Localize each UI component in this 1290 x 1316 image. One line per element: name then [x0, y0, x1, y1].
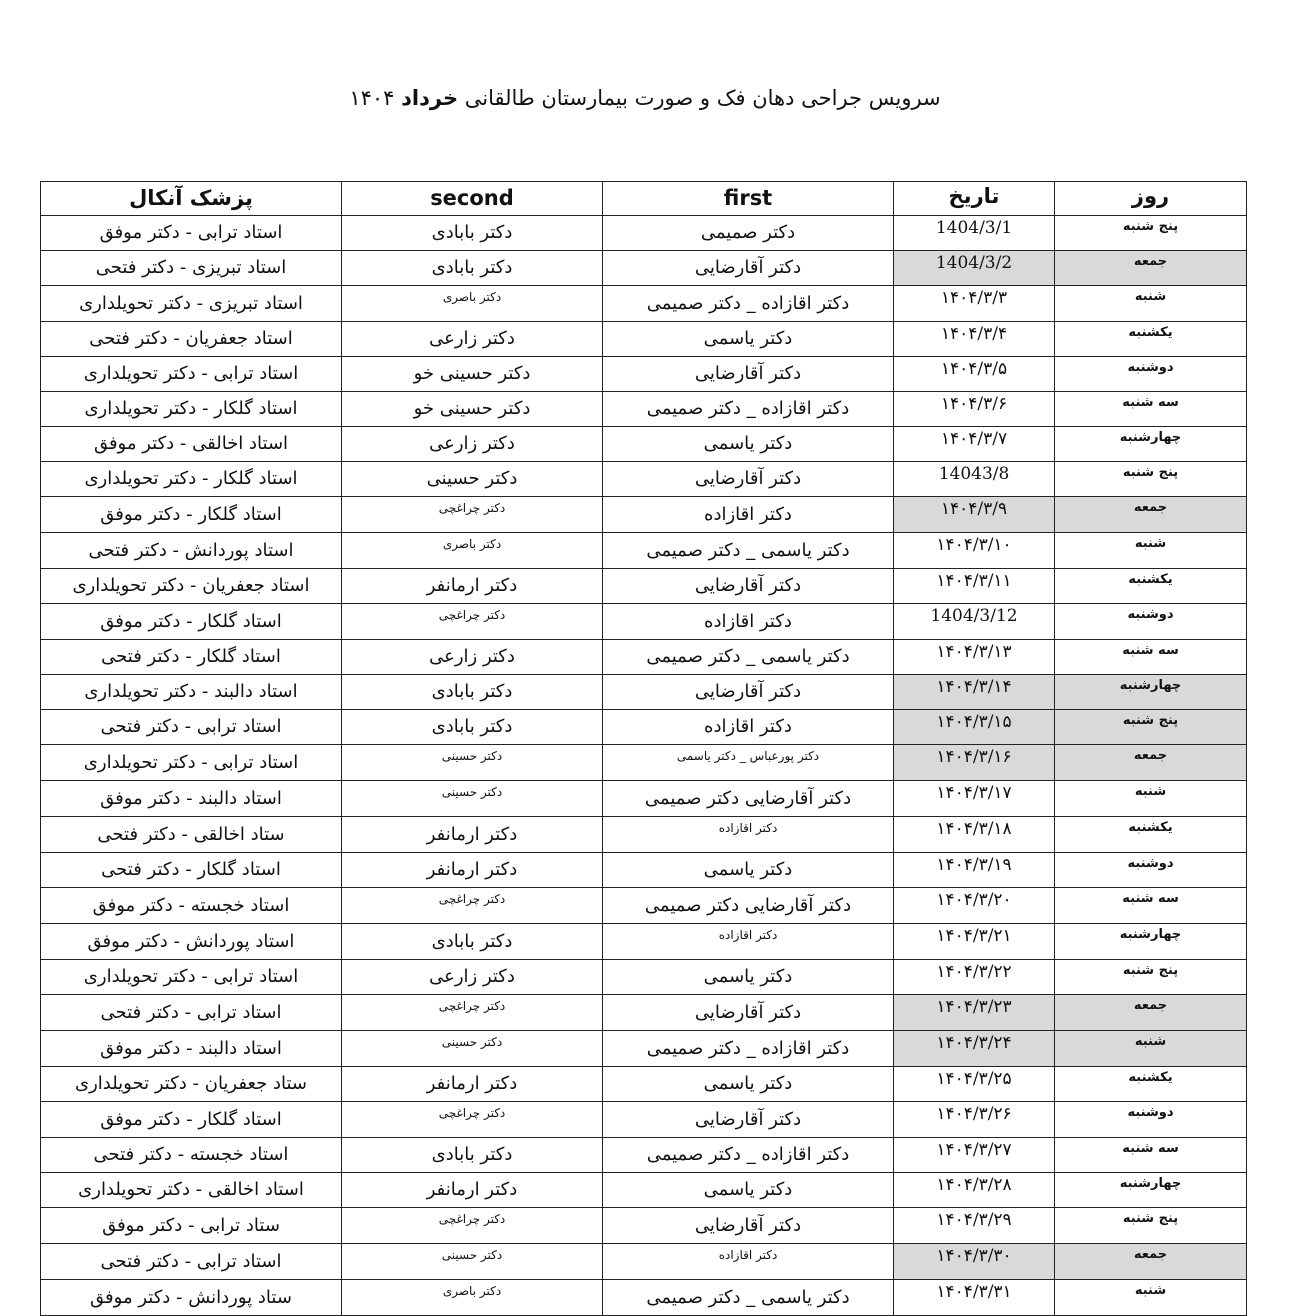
- second-cell: دکتر ارمانفر: [342, 1173, 603, 1208]
- day-cell: جمعه: [1055, 995, 1247, 1031]
- first-cell: دکتر یاسمی: [603, 1067, 894, 1102]
- day-cell: جمعه: [1055, 251, 1247, 286]
- attending-cell: ستاد ترابی - دکتر موفق: [41, 1208, 342, 1244]
- first-cell: دکتر صمیمی: [603, 216, 894, 251]
- first-cell: دکتر آقارضایی دکتر صمیمی: [603, 781, 894, 817]
- first-cell: دکتر یاسمی _ دکتر صمیمی: [603, 640, 894, 675]
- table-row: [41, 1280, 1247, 1316]
- date-cell: ۱۴۰۴/۳/۱۹: [894, 853, 1055, 888]
- attending-cell: استاد جعفریان - دکتر تحویلداری: [41, 569, 342, 604]
- second-cell: دکتر حسینی: [342, 1244, 603, 1280]
- date-cell: ۱۴۰۴/۳/۳: [894, 286, 1055, 322]
- table-row: [41, 853, 1247, 888]
- first-cell: دکتر اقازاده _ دکتر صمیمی: [603, 392, 894, 427]
- first-cell: دکتر اقازاده _ دکتر صمیمی: [603, 1031, 894, 1067]
- second-cell: دکتر حسینی خو: [342, 357, 603, 392]
- date-cell: 1404/3/1: [894, 216, 1055, 251]
- second-cell: دکتر بابادی: [342, 675, 603, 710]
- date-cell: ۱۴۰۴/۳/۳۰: [894, 1244, 1055, 1280]
- second-cell: دکتر چراغچی: [342, 888, 603, 924]
- table-row: [41, 533, 1247, 569]
- attending-cell: استاد پوردانش - دکتر فتحی: [41, 533, 342, 569]
- second-cell: دکتر زارعی: [342, 427, 603, 462]
- day-cell: شنبه: [1055, 1280, 1247, 1316]
- first-cell: دکتر اقازاده: [603, 604, 894, 640]
- table-row: [41, 817, 1247, 853]
- date-cell: ۱۴۰۴/۳/۲۲: [894, 960, 1055, 995]
- table-row: [41, 995, 1247, 1031]
- second-cell: دکتر حسینی خو: [342, 392, 603, 427]
- day-cell: سه شنبه: [1055, 392, 1247, 427]
- attending-cell: استاد ترابی - دکتر فتحی: [41, 710, 342, 745]
- attending-cell: استاد خجسته - دکتر موفق: [41, 888, 342, 924]
- day-cell: چهارشنبه: [1055, 1173, 1247, 1208]
- day-cell: جمعه: [1055, 1244, 1247, 1280]
- date-cell: ۱۴۰۴/۳/۱۰: [894, 533, 1055, 569]
- title-main: سرویس جراحی دهان فک و صورت بیمارستان طالقانی: [464, 86, 941, 110]
- attending-cell: استاد دالبند - دکتر موفق: [41, 1031, 342, 1067]
- table-row: [41, 1138, 1247, 1173]
- day-cell: دوشنبه: [1055, 604, 1247, 640]
- first-cell: دکتر اقازاده: [603, 710, 894, 745]
- second-cell: دکتر حسینی: [342, 1031, 603, 1067]
- table-row: [41, 392, 1247, 427]
- day-cell: یکشنبه: [1055, 322, 1247, 357]
- date-cell: ۱۴۰۴/۳/۷: [894, 427, 1055, 462]
- table-row: [41, 1244, 1247, 1280]
- title-month: خرداد: [401, 86, 459, 110]
- second-cell: دکتر ارمانفر: [342, 817, 603, 853]
- attending-cell: استاد دالبند - دکتر موفق: [41, 781, 342, 817]
- first-cell: دکتر آقارضایی: [603, 357, 894, 392]
- day-cell: سه شنبه: [1055, 888, 1247, 924]
- date-cell: ۱۴۰۴/۳/۱۷: [894, 781, 1055, 817]
- date-cell: ۱۴۰۴/۳/۵: [894, 357, 1055, 392]
- attending-cell: استاد ترابی - دکتر موفق: [41, 216, 342, 251]
- first-cell: دکتر یاسمی: [603, 1173, 894, 1208]
- second-cell: دکتر زارعی: [342, 640, 603, 675]
- second-cell: دکتر چراغچی: [342, 1102, 603, 1138]
- day-cell: شنبه: [1055, 286, 1247, 322]
- attending-cell: ستاد اخالقی - دکتر فتحی: [41, 817, 342, 853]
- first-cell: دکتر آقارضایی: [603, 675, 894, 710]
- first-cell: دکتر آقارضایی دکتر صمیمی: [603, 888, 894, 924]
- first-cell: دکتر آقارضایی: [603, 569, 894, 604]
- day-cell: پنج شنبه: [1055, 462, 1247, 497]
- date-cell: ۱۴۰۴/۳/۴: [894, 322, 1055, 357]
- attending-cell: استاد گلکار - دکتر موفق: [41, 1102, 342, 1138]
- date-cell: ۱۴۰۴/۳/۱۳: [894, 640, 1055, 675]
- table-row: [41, 497, 1247, 533]
- date-cell: ۱۴۰۴/۳/۱۴: [894, 675, 1055, 710]
- first-cell: دکتر آقارضایی: [603, 462, 894, 497]
- second-cell: دکتر ارمانفر: [342, 569, 603, 604]
- second-cell: دکتر باصری: [342, 533, 603, 569]
- second-cell: دکتر بابادی: [342, 710, 603, 745]
- table-header-row: [41, 182, 1247, 216]
- first-cell: دکتر اقازاده: [603, 924, 894, 960]
- header-date: تاریخ: [894, 182, 1055, 216]
- table-row: [41, 322, 1247, 357]
- date-cell: ۱۴۰۴/۳/۳۱: [894, 1280, 1055, 1316]
- second-cell: دکتر ارمانفر: [342, 853, 603, 888]
- day-cell: پنج شنبه: [1055, 216, 1247, 251]
- attending-cell: استاد تبریزی - دکتر تحویلداری: [41, 286, 342, 322]
- date-cell: ۱۴۰۴/۳/۱۱: [894, 569, 1055, 604]
- second-cell: دکتر زارعی: [342, 322, 603, 357]
- date-cell: ۱۴۰۴/۳/۲۳: [894, 995, 1055, 1031]
- second-cell: دکتر زارعی: [342, 960, 603, 995]
- attending-cell: استاد ترابی - دکتر فتحی: [41, 1244, 342, 1280]
- day-cell: شنبه: [1055, 1031, 1247, 1067]
- second-cell: دکتر بابادی: [342, 251, 603, 286]
- attending-cell: ستاد پوردانش - دکتر موفق: [41, 1280, 342, 1316]
- table-row: [41, 924, 1247, 960]
- date-cell: ۱۴۰۴/۳/۹: [894, 497, 1055, 533]
- table-row: [41, 357, 1247, 392]
- day-cell: پنج شنبه: [1055, 1208, 1247, 1244]
- first-cell: دکتر آقارضایی: [603, 995, 894, 1031]
- date-cell: ۱۴۰۴/۳/۲۷: [894, 1138, 1055, 1173]
- on-call-schedule-table: [40, 181, 1247, 1316]
- day-cell: سه شنبه: [1055, 1138, 1247, 1173]
- table-row: [41, 251, 1247, 286]
- day-cell: شنبه: [1055, 533, 1247, 569]
- day-cell: یکشنبه: [1055, 569, 1247, 604]
- attending-cell: استاد ترابی - دکتر فتحی: [41, 995, 342, 1031]
- second-cell: دکتر چراغچی: [342, 604, 603, 640]
- header-day: روز: [1055, 182, 1247, 216]
- attending-cell: استاد گلکار - دکتر تحویلداری: [41, 392, 342, 427]
- table-row: [41, 1031, 1247, 1067]
- second-cell: دکتر حسینی: [342, 462, 603, 497]
- second-cell: دکتر حسینی: [342, 745, 603, 781]
- date-cell: ۱۴۰۴/۳/۱۵: [894, 710, 1055, 745]
- date-cell: ۱۴۰۴/۳/۶: [894, 392, 1055, 427]
- day-cell: چهارشنبه: [1055, 427, 1247, 462]
- first-cell: دکتر اقازاده: [603, 1244, 894, 1280]
- attending-cell: استاد ترابی - دکتر تحویلداری: [41, 960, 342, 995]
- first-cell: دکتر پورعباس _ دکتر یاسمی: [603, 745, 894, 781]
- first-cell: دکتر آقارضایی: [603, 251, 894, 286]
- table-row: [41, 427, 1247, 462]
- attending-cell: استاد گلکار - دکتر موفق: [41, 497, 342, 533]
- first-cell: دکتر یاسمی _ دکتر صمیمی: [603, 533, 894, 569]
- second-cell: دکتر بابادی: [342, 1138, 603, 1173]
- table-row: [41, 888, 1247, 924]
- attending-cell: استاد اخالقی - دکتر تحویلداری: [41, 1173, 342, 1208]
- first-cell: دکتر یاسمی: [603, 960, 894, 995]
- day-cell: چهارشنبه: [1055, 924, 1247, 960]
- table-row: [41, 1208, 1247, 1244]
- first-cell: دکتر اقازاده _ دکتر صمیمی: [603, 1138, 894, 1173]
- table-row: [41, 1173, 1247, 1208]
- attending-cell: استاد پوردانش - دکتر موفق: [41, 924, 342, 960]
- table-row: [41, 781, 1247, 817]
- day-cell: شنبه: [1055, 781, 1247, 817]
- date-cell: ۱۴۰۴/۳/۲۸: [894, 1173, 1055, 1208]
- table-row: [41, 604, 1247, 640]
- first-cell: دکتر آقارضایی: [603, 1208, 894, 1244]
- attending-cell: استاد ترابی - دکتر تحویلداری: [41, 357, 342, 392]
- header-second: second: [342, 182, 603, 216]
- date-cell: ۱۴۰۴/۳/۲۱: [894, 924, 1055, 960]
- second-cell: دکتر چراغچی: [342, 995, 603, 1031]
- date-cell: ۱۴۰۴/۳/۲۹: [894, 1208, 1055, 1244]
- attending-cell: استاد اخالقی - دکتر موفق: [41, 427, 342, 462]
- title-year: ۱۴۰۴: [349, 86, 395, 110]
- day-cell: دوشنبه: [1055, 357, 1247, 392]
- first-cell: دکتر یاسمی: [603, 427, 894, 462]
- attending-cell: استاد گلکار - دکتر فتحی: [41, 640, 342, 675]
- second-cell: دکتر ارمانفر: [342, 1067, 603, 1102]
- date-cell: ۱۴۰۴/۳/۲۴: [894, 1031, 1055, 1067]
- date-cell: ۱۴۰۴/۳/۲۵: [894, 1067, 1055, 1102]
- attending-cell: استاد گلکار - دکتر موفق: [41, 604, 342, 640]
- date-cell: ۱۴۰۴/۳/۲۶: [894, 1102, 1055, 1138]
- date-cell: ۱۴۰۴/۳/۱۸: [894, 817, 1055, 853]
- table-row: [41, 710, 1247, 745]
- table-row: [41, 675, 1247, 710]
- attending-cell: ستاد جعفریان - دکتر تحویلداری: [41, 1067, 342, 1102]
- first-cell: دکتر یاسمی: [603, 322, 894, 357]
- first-cell: دکتر اقازاده: [603, 817, 894, 853]
- second-cell: دکتر باصری: [342, 1280, 603, 1316]
- schedule-body: [41, 216, 1247, 1316]
- header-first: first: [603, 182, 894, 216]
- date-cell: ۱۴۰۴/۳/۲۰: [894, 888, 1055, 924]
- date-cell: 14043/8: [894, 462, 1055, 497]
- second-cell: دکتر حسینی: [342, 781, 603, 817]
- table-row: [41, 745, 1247, 781]
- attending-cell: استاد گلکار - دکتر تحویلداری: [41, 462, 342, 497]
- date-cell: ۱۴۰۴/۳/۱۶: [894, 745, 1055, 781]
- first-cell: دکتر یاسمی: [603, 853, 894, 888]
- day-cell: سه شنبه: [1055, 640, 1247, 675]
- document-title: [0, 86, 1290, 110]
- second-cell: دکتر چراغچی: [342, 497, 603, 533]
- first-cell: دکتر اقازاده: [603, 497, 894, 533]
- day-cell: جمعه: [1055, 497, 1247, 533]
- table-row: [41, 960, 1247, 995]
- table-row: [41, 569, 1247, 604]
- day-cell: جمعه: [1055, 745, 1247, 781]
- first-cell: دکتر یاسمی _ دکتر صمیمی: [603, 1280, 894, 1316]
- second-cell: دکتر باصری: [342, 286, 603, 322]
- second-cell: دکتر چراغچی: [342, 1208, 603, 1244]
- day-cell: دوشنبه: [1055, 853, 1247, 888]
- attending-cell: استاد ترابی - دکتر تحویلداری: [41, 745, 342, 781]
- attending-cell: استاد گلکار - دکتر فتحی: [41, 853, 342, 888]
- date-cell: 1404/3/12: [894, 604, 1055, 640]
- second-cell: دکتر بابادی: [342, 924, 603, 960]
- first-cell: دکتر اقازاده _ دکتر صمیمی: [603, 286, 894, 322]
- table-row: [41, 1067, 1247, 1102]
- table-row: [41, 462, 1247, 497]
- day-cell: پنج شنبه: [1055, 960, 1247, 995]
- attending-cell: استاد خجسته - دکتر فتحی: [41, 1138, 342, 1173]
- attending-cell: استاد جعفریان - دکتر فتحی: [41, 322, 342, 357]
- date-cell: 1404/3/2: [894, 251, 1055, 286]
- day-cell: پنج شنبه: [1055, 710, 1247, 745]
- table-row: [41, 640, 1247, 675]
- table-row: [41, 286, 1247, 322]
- table-row: [41, 216, 1247, 251]
- header-attending: پزشک آنکال: [41, 182, 342, 216]
- attending-cell: استاد تبریزی - دکتر فتحی: [41, 251, 342, 286]
- first-cell: دکتر آقارضایی: [603, 1102, 894, 1138]
- day-cell: دوشنبه: [1055, 1102, 1247, 1138]
- day-cell: یکشنبه: [1055, 817, 1247, 853]
- table-row: [41, 1102, 1247, 1138]
- day-cell: یکشنبه: [1055, 1067, 1247, 1102]
- second-cell: دکتر بابادی: [342, 216, 603, 251]
- attending-cell: استاد دالبند - دکتر تحویلداری: [41, 675, 342, 710]
- day-cell: چهارشنبه: [1055, 675, 1247, 710]
